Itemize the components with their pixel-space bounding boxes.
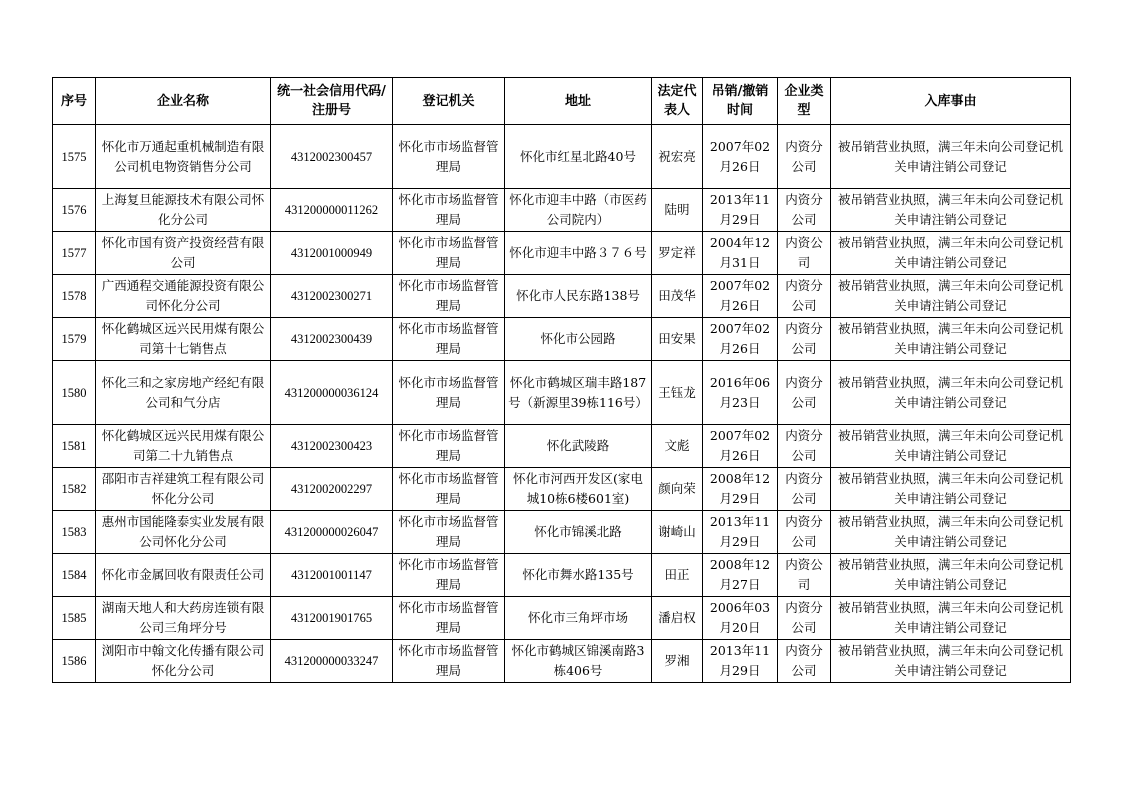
cell-seq: 1583 [53,511,96,554]
table-row [53,511,1071,554]
cell-code: 4312002300439 [271,318,393,361]
cell-authority: 怀化市市场监督管理局 [393,640,505,683]
cell-reason: 被吊销营业执照，满三年未向公司登记机关申请注销公司登记 [831,275,1071,318]
table-row [53,468,1071,511]
cell-date: 2004年12月31日 [703,232,778,275]
cell-reason: 被吊销营业执照，满三年未向公司登记机关申请注销公司登记 [831,361,1071,425]
cell-rep: 颜向荣 [652,468,703,511]
cell-address: 怀化市迎丰中路３７６号 [505,232,652,275]
cell-authority: 怀化市市场监督管理局 [393,275,505,318]
cell-reason: 被吊销营业执照，满三年未向公司登记机关申请注销公司登记 [831,640,1071,683]
table-row [53,318,1071,361]
cell-authority: 怀化市市场监督管理局 [393,468,505,511]
table-row [53,640,1071,683]
table-row [53,189,1071,232]
cell-type: 内资分公司 [778,275,831,318]
cell-address: 怀化市迎丰中路（市医药公司院内） [505,189,652,232]
cell-code: 431200000011262 [271,189,393,232]
cell-address: 怀化市鹤城区锦溪南路3栋406号 [505,640,652,683]
cell-rep: 潘启权 [652,597,703,640]
cell-type: 内资分公司 [778,511,831,554]
cell-seq: 1584 [53,554,96,597]
cell-type: 内资公司 [778,554,831,597]
cell-address: 怀化市锦溪北路 [505,511,652,554]
cell-type: 内资分公司 [778,597,831,640]
cell-rep: 陆明 [652,189,703,232]
cell-seq: 1582 [53,468,96,511]
cell-seq: 1575 [53,125,96,189]
cell-seq: 1586 [53,640,96,683]
table-row [53,554,1071,597]
cell-type: 内资分公司 [778,640,831,683]
cell-code: 431200000033247 [271,640,393,683]
cell-date: 2007年02月26日 [703,125,778,189]
cell-date: 2007年02月26日 [703,425,778,468]
cell-code: 431200000026047 [271,511,393,554]
cell-name: 广西通程交通能源投资有限公司怀化分公司 [96,275,271,318]
cell-name: 浏阳市中翰文化传播有限公司怀化分公司 [96,640,271,683]
cell-name: 怀化鹤城区远兴民用煤有限公司第十七销售点 [96,318,271,361]
cell-authority: 怀化市市场监督管理局 [393,511,505,554]
cell-authority: 怀化市市场监督管理局 [393,361,505,425]
header-row [53,78,1071,125]
cell-rep: 祝宏亮 [652,125,703,189]
cell-name: 邵阳市吉祥建筑工程有限公司怀化分公司 [96,468,271,511]
cell-authority: 怀化市市场监督管理局 [393,425,505,468]
cell-date: 2007年02月26日 [703,318,778,361]
cell-type: 内资分公司 [778,361,831,425]
cell-address: 怀化市三角坪市场 [505,597,652,640]
cell-name: 上海复旦能源技术有限公司怀化分公司 [96,189,271,232]
cell-date: 2013年11月29日 [703,511,778,554]
cell-name: 怀化三和之家房地产经纪有限公司和气分店 [96,361,271,425]
cell-seq: 1585 [53,597,96,640]
table-row [53,232,1071,275]
cell-rep: 罗湘 [652,640,703,683]
cell-rep: 田茂华 [652,275,703,318]
cell-reason: 被吊销营业执照，满三年未向公司登记机关申请注销公司登记 [831,318,1071,361]
cell-name: 惠州市国能隆泰实业发展有限公司怀化分公司 [96,511,271,554]
cell-reason: 被吊销营业执照，满三年未向公司登记机关申请注销公司登记 [831,511,1071,554]
cell-type: 内资分公司 [778,468,831,511]
cell-rep: 谢崎山 [652,511,703,554]
cell-address: 怀化市河西开发区(家电城10栋6楼601室) [505,468,652,511]
cell-seq: 1577 [53,232,96,275]
cell-reason: 被吊销营业执照，满三年未向公司登记机关申请注销公司登记 [831,554,1071,597]
cell-type: 内资分公司 [778,189,831,232]
cell-address: 怀化市公园路 [505,318,652,361]
cell-code: 4312001901765 [271,597,393,640]
cell-reason: 被吊销营业执照，满三年未向公司登记机关申请注销公司登记 [831,125,1071,189]
cell-code: 4312001000949 [271,232,393,275]
table-row [53,125,1071,189]
cell-code: 4312002300271 [271,275,393,318]
table-row [53,275,1071,318]
cell-reason: 被吊销营业执照，满三年未向公司登记机关申请注销公司登记 [831,597,1071,640]
cell-code: 431200000036124 [271,361,393,425]
cell-rep: 文彪 [652,425,703,468]
cell-rep: 田安果 [652,318,703,361]
cell-name: 湖南天地人和大药房连锁有限公司三角坪分号 [96,597,271,640]
cell-seq: 1581 [53,425,96,468]
cell-name: 怀化市国有资产投资经营有限公司 [96,232,271,275]
header-date: 吊销/撤销时间 [703,78,778,125]
cell-name: 怀化市万通起重机械制造有限公司机电物资销售分公司 [96,125,271,189]
cell-reason: 被吊销营业执照，满三年未向公司登记机关申请注销公司登记 [831,468,1071,511]
cell-date: 2007年02月26日 [703,275,778,318]
header-code: 统一社会信用代码/注册号 [271,78,393,125]
cell-type: 内资公司 [778,232,831,275]
header-type: 企业类型 [778,78,831,125]
table-row [53,597,1071,640]
cell-address: 怀化市鹤城区瑞丰路187号（新源里39栋116号） [505,361,652,425]
cell-rep: 王钰龙 [652,361,703,425]
cell-date: 2016年06月23日 [703,361,778,425]
cell-seq: 1576 [53,189,96,232]
cell-authority: 怀化市市场监督管理局 [393,125,505,189]
cell-address: 怀化市人民东路138号 [505,275,652,318]
cell-seq: 1579 [53,318,96,361]
cell-seq: 1578 [53,275,96,318]
cell-authority: 怀化市市场监督管理局 [393,189,505,232]
cell-address: 怀化武陵路 [505,425,652,468]
cell-type: 内资分公司 [778,425,831,468]
cell-address: 怀化市舞水路135号 [505,554,652,597]
cell-authority: 怀化市市场监督管理局 [393,554,505,597]
revoked-enterprise-table [52,77,1071,683]
cell-code: 4312002002297 [271,468,393,511]
header-reason: 入库事由 [831,78,1071,125]
cell-name: 怀化鹤城区远兴民用煤有限公司第二十九销售点 [96,425,271,468]
table-row [53,361,1071,425]
cell-reason: 被吊销营业执照，满三年未向公司登记机关申请注销公司登记 [831,189,1071,232]
header-authority: 登记机关 [393,78,505,125]
cell-type: 内资分公司 [778,125,831,189]
header-rep: 法定代表人 [652,78,703,125]
cell-seq: 1580 [53,361,96,425]
cell-code: 4312002300457 [271,125,393,189]
cell-date: 2008年12月27日 [703,554,778,597]
cell-name: 怀化市金属回收有限责任公司 [96,554,271,597]
header-seq: 序号 [53,78,96,125]
cell-authority: 怀化市市场监督管理局 [393,597,505,640]
table-row [53,425,1071,468]
cell-date: 2008年12月29日 [703,468,778,511]
cell-rep: 田正 [652,554,703,597]
header-name: 企业名称 [96,78,271,125]
cell-rep: 罗定祥 [652,232,703,275]
cell-address: 怀化市红星北路40号 [505,125,652,189]
cell-date: 2013年11月29日 [703,189,778,232]
cell-date: 2006年03月20日 [703,597,778,640]
cell-reason: 被吊销营业执照，满三年未向公司登记机关申请注销公司登记 [831,425,1071,468]
cell-authority: 怀化市市场监督管理局 [393,232,505,275]
cell-code: 4312002300423 [271,425,393,468]
cell-authority: 怀化市市场监督管理局 [393,318,505,361]
cell-date: 2013年11月29日 [703,640,778,683]
cell-reason: 被吊销营业执照，满三年未向公司登记机关申请注销公司登记 [831,232,1071,275]
cell-type: 内资分公司 [778,318,831,361]
cell-code: 4312001001147 [271,554,393,597]
header-address: 地址 [505,78,652,125]
